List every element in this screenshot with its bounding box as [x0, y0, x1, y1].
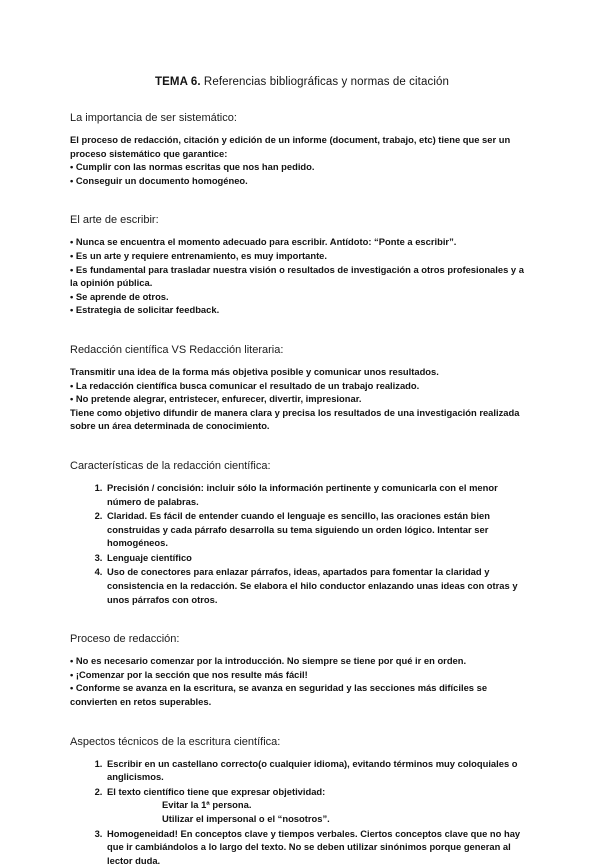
bullet-item: • Es un arte y requiere entrenamiento, es muy importante. — [70, 249, 534, 263]
bullet-item: • Se aprende de otros. — [70, 290, 534, 304]
numbered-item — [105, 785, 534, 826]
numbered-item: 3. Homogeneidad! En conceptos clave y tiempos verbales. Ciertos conceptos clave que no hay que ir cambiándolos a lo largo del texto. No se deben utilizar sinónimos porque generan al lector duda. — [105, 827, 534, 867]
title-rest: Referencias bibliográficas y normas de citación — [200, 76, 449, 88]
numbered-item: 2. Claridad. Es fácil de entender cuando el lenguaje es sencillo, las oraciones están bien construidas y cada párrafo desarrolla su tema siguiendo un orden lógico. Intentar ser homogéneos. — [105, 509, 534, 550]
bullet-item: • Conseguir un documento homogéneo. — [70, 174, 534, 188]
section-importancia — [70, 112, 534, 187]
sub-item: Evitar la 1ª persona. — [162, 799, 252, 811]
paragraph: El proceso de redacción, citación y edición de un informe (document, trabajo, etc) tiene que ser un proceso sistemático que garantice: — [70, 134, 511, 159]
sub-item: Utilizar el impersonal o el “nosotros”. — [162, 813, 330, 824]
numbered-item: 4. Uso de conectores para enlazar párrafos, ideas, apartados para fomentar la claridad y consistencia en la redacción. Se elabora el hilo conductor enlazando unas ideas con otras y unos párrafos con otros. — [105, 565, 534, 606]
bullet-item: • Es fundamental para trasladar nuestra visión o resultados de investigación a otros profesionales y a la opinión pública. — [70, 263, 534, 290]
section-heading-proceso: Proceso de redacción: — [70, 633, 180, 646]
section-heading-arte: El arte de escribir: — [70, 214, 159, 227]
section-heading-caracteristicas: Características de la redacción científica: — [70, 459, 271, 472]
section-arte — [70, 214, 534, 317]
numbered-item-text: El texto científico tiene que expresar objetividad: — [107, 785, 326, 797]
bullet-item: • No es necesario comenzar por la introducción. No siempre se tiene por qué ir en orden. — [70, 654, 534, 668]
bullet-item: • ¡Comenzar por la sección que nos resulte más fácil! — [70, 668, 534, 682]
section-heading-redaccion-vs: Redacción científica VS Redacción literaria: — [70, 343, 284, 356]
paragraph: Transmitir una idea de la forma más objetiva posible y comunicar unos resultados. — [70, 365, 439, 377]
bullet-item: • La redacción científica busca comunicar el resultado de un trabajo realizado. — [70, 379, 534, 393]
bullet-item: • Nunca se encuentra el momento adecuado para escribir. Antídoto: “Ponte a escribir”. — [70, 235, 534, 249]
numbered-list — [70, 481, 534, 606]
paragraph: Tiene como objetivo difundir de manera clara y precisa los resultados de una investigación realizada sobre un área determinada de conocimiento. — [70, 406, 520, 432]
numbered-item: 1. Precisión / concisión: incluir sólo la información pertinente y comunicarla con el menor número de palabras. — [105, 481, 534, 508]
numbered-item: 1. Escribir en un castellano correcto(o cualquier idioma), evitando términos muy coloquiales o anglicismos. — [105, 757, 534, 784]
bullet-item: • Conforme se avanza en la escritura, se avanza en seguridad y las secciones más difíciles se convierten en retos superables. — [70, 681, 534, 708]
title-lead: TEMA 6. — [155, 76, 201, 88]
bullet-item: • No pretende alegrar, entristecer, enfurecer, divertir, impresionar. — [70, 392, 534, 406]
numbered-item: 3. Lenguaje científico — [105, 551, 534, 565]
bullet-item: • Cumplir con las normas escritas que nos han pedido. — [70, 160, 534, 174]
section-caracteristicas — [70, 460, 534, 606]
section-redaccion-vs — [70, 344, 534, 433]
section-heading-aspectos: Aspectos técnicos de la escritura científica: — [70, 735, 281, 748]
section-aspectos — [70, 736, 534, 867]
bullet-item: • Estrategia de solicitar feedback. — [70, 303, 534, 317]
section-heading-importancia: La importancia de ser sistemático: — [70, 112, 237, 124]
page-title — [70, 76, 534, 88]
section-proceso — [70, 633, 534, 708]
numbered-list — [70, 757, 534, 867]
